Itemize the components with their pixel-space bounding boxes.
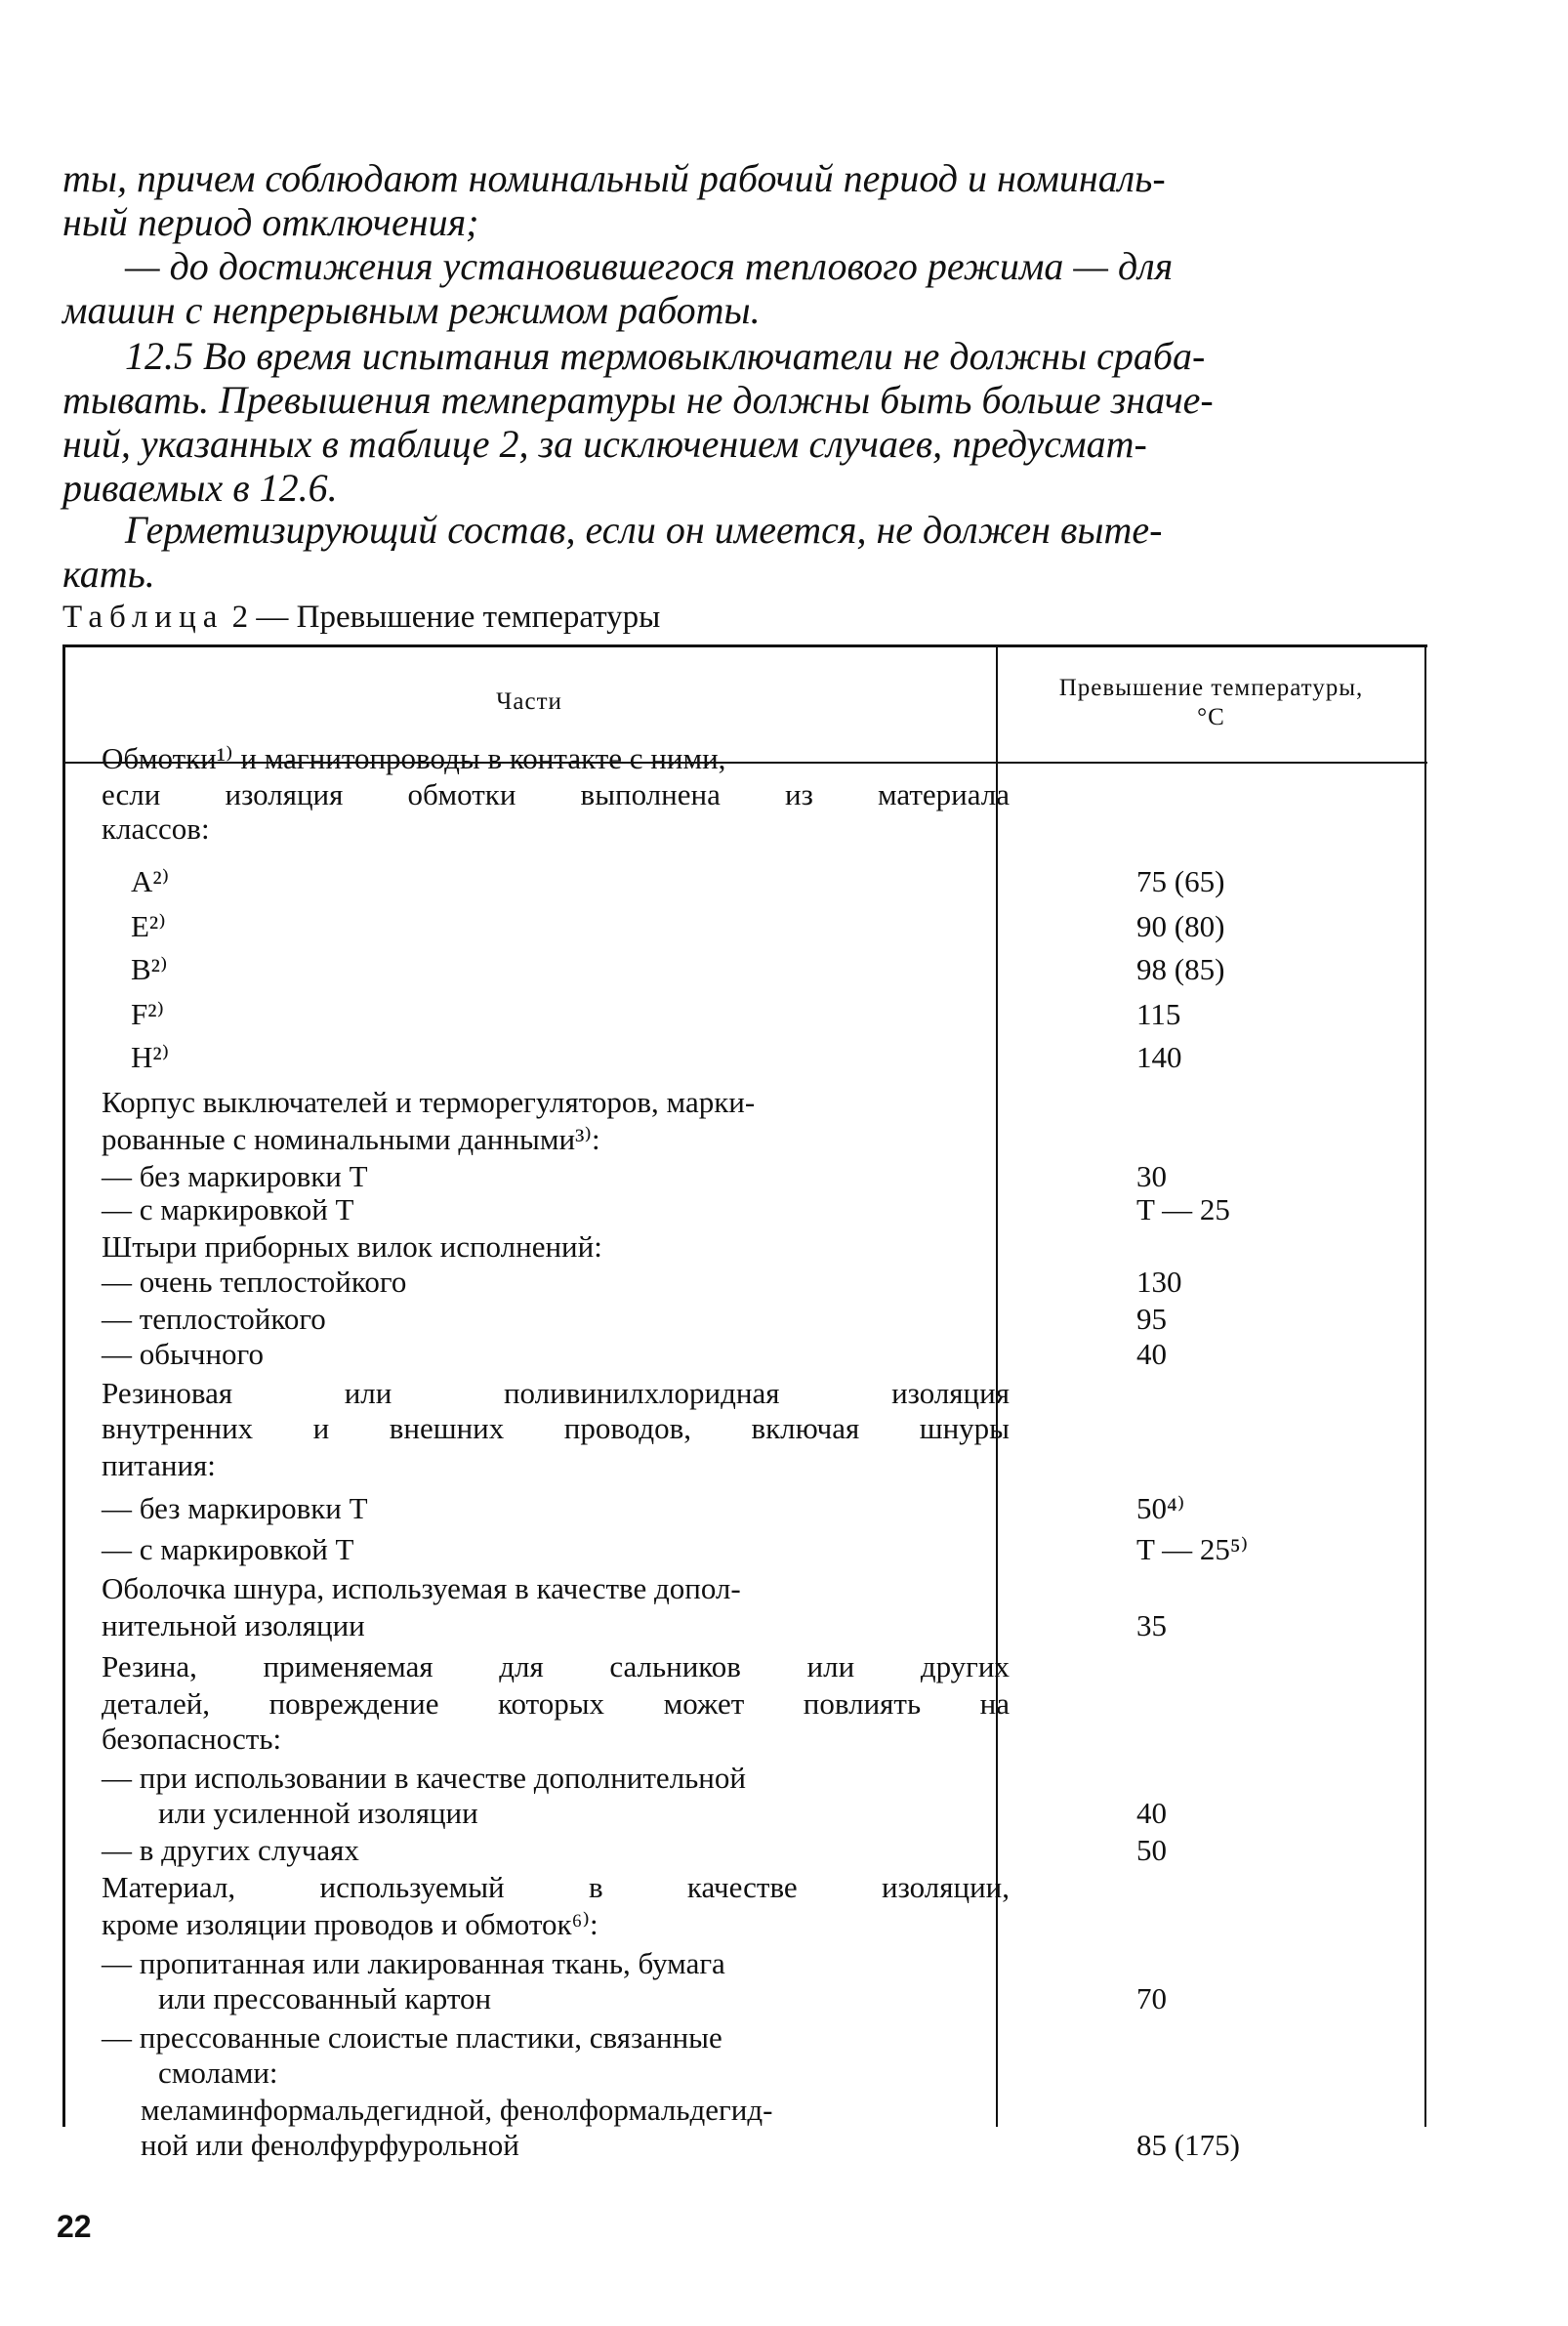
row-part: или прессованный картон (158, 1981, 492, 2015)
row-part: питания: (102, 1448, 216, 1482)
text-line: 12.5 Во время испытания термовыключатели не должны сраба- (125, 334, 1206, 378)
row-part: — очень теплостойкого (102, 1265, 407, 1299)
row-value: 50⁴⁾ (1136, 1491, 1185, 1525)
row-part: B²⁾ (131, 952, 168, 986)
text-line: кать. (62, 552, 155, 596)
row-part: внутренних и внешних проводов, включая шнуры (102, 1411, 1010, 1445)
row-value: 30 (1136, 1159, 1167, 1193)
row-value: 95 (1136, 1302, 1167, 1336)
header-value (998, 674, 1424, 732)
row-part: безопасность: (102, 1722, 282, 1756)
row-value: 35 (1136, 1608, 1167, 1642)
row-value: 90 (80) (1136, 909, 1225, 943)
table-top-rule (62, 644, 1427, 647)
text-line: ный период отключения; (62, 200, 479, 244)
row-part: Обмотки¹⁾ и магнитопроводы в контакте с ними, (102, 741, 726, 775)
row-part: — с маркировкой T (102, 1192, 354, 1226)
row-part: — без маркировки T (102, 1159, 368, 1193)
row-value: 98 (85) (1136, 952, 1225, 986)
row-part: Корпус выключателей и терморегуляторов, марки- (102, 1085, 756, 1119)
row-part: Оболочка шнура, используемая в качестве допол- (102, 1571, 741, 1605)
row-part: Материал, используемый в качестве изоляции, (102, 1870, 1010, 1904)
row-part: меламинформальдегидной, фенолформальдегид- (141, 2093, 773, 2127)
temperature-rise-table (62, 644, 1427, 2162)
text-line: — до достижения установившегося теплового режима — для (125, 244, 1174, 288)
row-part: Штыри приборных вилок исполнений: (102, 1229, 602, 1264)
row-part: — без маркировки T (102, 1491, 368, 1525)
row-value: 115 (1136, 997, 1181, 1031)
row-value: 40 (1136, 1796, 1167, 1830)
header-parts: Части (496, 688, 562, 715)
row-part: классов: (102, 811, 210, 846)
row-part: Резиновая или поливинилхлоридная изоляция (102, 1376, 1010, 1410)
text-line: риваемых в 12.6. (62, 466, 338, 510)
text-line: машин с непрерывным режимом работы. (62, 288, 761, 332)
row-part: или усиленной изоляции (158, 1796, 478, 1830)
paragraph-continuation (62, 156, 1425, 244)
row-part: кроме изоляции проводов и обмоток⁶⁾: (102, 1907, 598, 1941)
row-part: — теплостойкого (102, 1302, 326, 1336)
table-left-rule (62, 644, 65, 2127)
row-value: 85 (175) (1136, 2128, 1240, 2162)
table-caption (62, 598, 660, 637)
row-part: — пропитанная или лакированная ткань, бумага (102, 1946, 725, 1980)
row-part: E²⁾ (131, 909, 166, 943)
row-part: H²⁾ (131, 1040, 170, 1074)
text-line: тывать. Превышения температуры не должны быть больше значе- (62, 378, 1214, 422)
header-value-unit: °С (1197, 704, 1225, 730)
header-value-line: Превышение температуры, (1058, 675, 1364, 701)
table-caption-title: 2 — Превышение температуры (231, 600, 661, 635)
paragraph-dash-item (62, 244, 1425, 332)
text-line: ний, указанных в таблице 2, за исключением случаев, предусмат- (62, 422, 1147, 466)
table-caption-label: Таблица (62, 600, 225, 635)
row-part: деталей, повреждение которых может повлиять на (102, 1686, 1010, 1721)
page-number: 22 (57, 2209, 92, 2244)
paragraph-sealant (62, 508, 1425, 596)
row-value: 130 (1136, 1265, 1182, 1299)
row-part: A²⁾ (131, 864, 170, 898)
table-right-rule (1424, 644, 1426, 2127)
row-part: Резина, применяемая для сальников или других (102, 1649, 1010, 1683)
row-value: 75 (65) (1136, 864, 1225, 898)
row-part: — в других случаях (102, 1833, 359, 1867)
row-value: 140 (1136, 1040, 1182, 1074)
row-part: — прессованные слоистые пластики, связанные (102, 2020, 722, 2055)
row-part: ной или фенолфурфурольной (141, 2128, 519, 2162)
row-value: 50 (1136, 1833, 1167, 1867)
row-part: — обычного (102, 1337, 264, 1371)
row-part: рованные с номинальными данными³⁾: (102, 1122, 600, 1156)
row-part: — с маркировкой T (102, 1532, 354, 1566)
row-part: нительной изоляции (102, 1608, 365, 1642)
row-value: 40 (1136, 1337, 1167, 1371)
row-part: если изоляция обмотки выполнена из материала (102, 777, 1010, 811)
text-line: Герметизирующий состав, если он имеется, не должен выте- (125, 508, 1163, 552)
text-line: ты, причем соблюдают номинальный рабочий период и номиналь- (62, 156, 1166, 200)
row-value: T — 25⁵⁾ (1136, 1532, 1249, 1566)
row-part: F²⁾ (131, 997, 165, 1031)
row-part: смолами: (158, 2056, 278, 2090)
row-value: 70 (1136, 1981, 1167, 2015)
row-value: T — 25 (1136, 1192, 1230, 1226)
paragraph-12-5 (62, 334, 1425, 510)
row-part: — при использовании в качестве дополнительной (102, 1761, 746, 1795)
